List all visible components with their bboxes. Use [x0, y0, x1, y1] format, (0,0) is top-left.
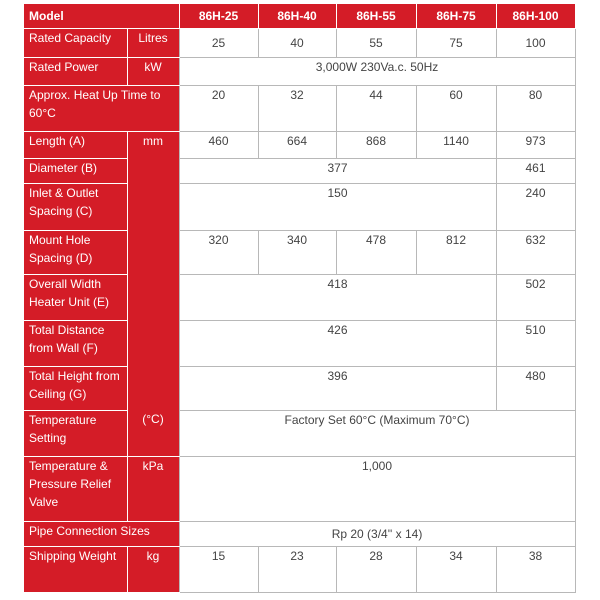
row-label: Temperature Setting: [24, 410, 127, 456]
row-rated-power: [24, 57, 575, 85]
row-pipe-connection: [24, 521, 575, 546]
header-row: [24, 4, 575, 28]
row-label: Length (A): [24, 131, 127, 158]
value-cell: 1140: [416, 131, 496, 158]
row-label: Inlet & Outlet Spacing (C): [24, 183, 127, 230]
value-cell: 1,000: [179, 456, 575, 521]
value-cell: 15: [179, 546, 258, 592]
value-cell: 3,000W 230Va.c. 50Hz: [179, 57, 575, 85]
value-cell: 426: [179, 320, 496, 366]
row-unit: (°C): [127, 410, 179, 456]
model-header: 86H-25: [179, 4, 258, 28]
row-label: Total Distance from Wall (F): [24, 320, 127, 366]
model-header: 86H-75: [416, 4, 496, 28]
row-relief-valve: [24, 456, 575, 521]
model-header: 86H-40: [258, 4, 336, 28]
value-cell: 320: [179, 230, 258, 274]
value-cell: 460: [179, 131, 258, 158]
row-label: Approx. Heat Up Time to 60°C: [24, 85, 179, 131]
value-cell: 480: [496, 366, 575, 410]
row-label: Diameter (B): [24, 158, 127, 183]
row-label: Rated Capacity: [24, 28, 127, 57]
value-cell: 632: [496, 230, 575, 274]
row-unit: Litres: [127, 28, 179, 57]
value-cell: 240: [496, 183, 575, 230]
value-cell: 396: [179, 366, 496, 410]
row-overall-width: [24, 274, 575, 320]
value-cell: 32: [258, 85, 336, 131]
row-inlet-outlet-spacing: [24, 183, 575, 230]
value-cell: 502: [496, 274, 575, 320]
value-cell: 60: [416, 85, 496, 131]
value-cell: 55: [336, 28, 416, 57]
row-label: Rated Power: [24, 57, 127, 85]
model-header: 86H-55: [336, 4, 416, 28]
value-cell: 75: [416, 28, 496, 57]
row-unit: mm: [127, 131, 179, 410]
spec-table: [24, 4, 576, 593]
row-mount-hole-spacing: [24, 230, 575, 274]
value-cell: 34: [416, 546, 496, 592]
row-unit: kW: [127, 57, 179, 85]
value-cell: 20: [179, 85, 258, 131]
row-distance-from-wall: [24, 320, 575, 366]
value-cell: 23: [258, 546, 336, 592]
value-cell: 38: [496, 546, 575, 592]
row-label: Total Height from Ceiling (G): [24, 366, 127, 410]
row-label: Temperature & Pressure Relief Valve: [24, 456, 127, 521]
row-temperature-setting: [24, 410, 575, 456]
row-label: Shipping Weight: [24, 546, 127, 592]
row-length: [24, 131, 575, 158]
value-cell: 478: [336, 230, 416, 274]
value-cell: 150: [179, 183, 496, 230]
row-unit: kg: [127, 546, 179, 592]
row-unit: kPa: [127, 456, 179, 521]
value-cell: 418: [179, 274, 496, 320]
row-label: Overall Width Heater Unit (E): [24, 274, 127, 320]
row-label: Mount Hole Spacing (D): [24, 230, 127, 274]
value-cell: 28: [336, 546, 416, 592]
value-cell: 340: [258, 230, 336, 274]
value-cell: 664: [258, 131, 336, 158]
row-shipping-weight: [24, 546, 575, 592]
value-cell: 510: [496, 320, 575, 366]
value-cell: 377: [179, 158, 496, 183]
row-rated-capacity: [24, 28, 575, 57]
value-cell: 25: [179, 28, 258, 57]
value-cell: 40: [258, 28, 336, 57]
value-cell: 868: [336, 131, 416, 158]
value-cell: Rp 20 (3/4'' x 14): [179, 521, 575, 546]
value-cell: 44: [336, 85, 416, 131]
model-header: 86H-100: [496, 4, 575, 28]
value-cell: Factory Set 60°C (Maximum 70°C): [179, 410, 575, 456]
row-heat-up-time: [24, 85, 575, 131]
row-diameter: [24, 158, 575, 183]
value-cell: 100: [496, 28, 575, 57]
value-cell: 973: [496, 131, 575, 158]
value-cell: 80: [496, 85, 575, 131]
model-header-label: Model: [24, 4, 179, 28]
row-label: Pipe Connection Sizes: [24, 521, 179, 546]
row-height-from-ceiling: [24, 366, 575, 410]
value-cell: 812: [416, 230, 496, 274]
value-cell: 461: [496, 158, 575, 183]
